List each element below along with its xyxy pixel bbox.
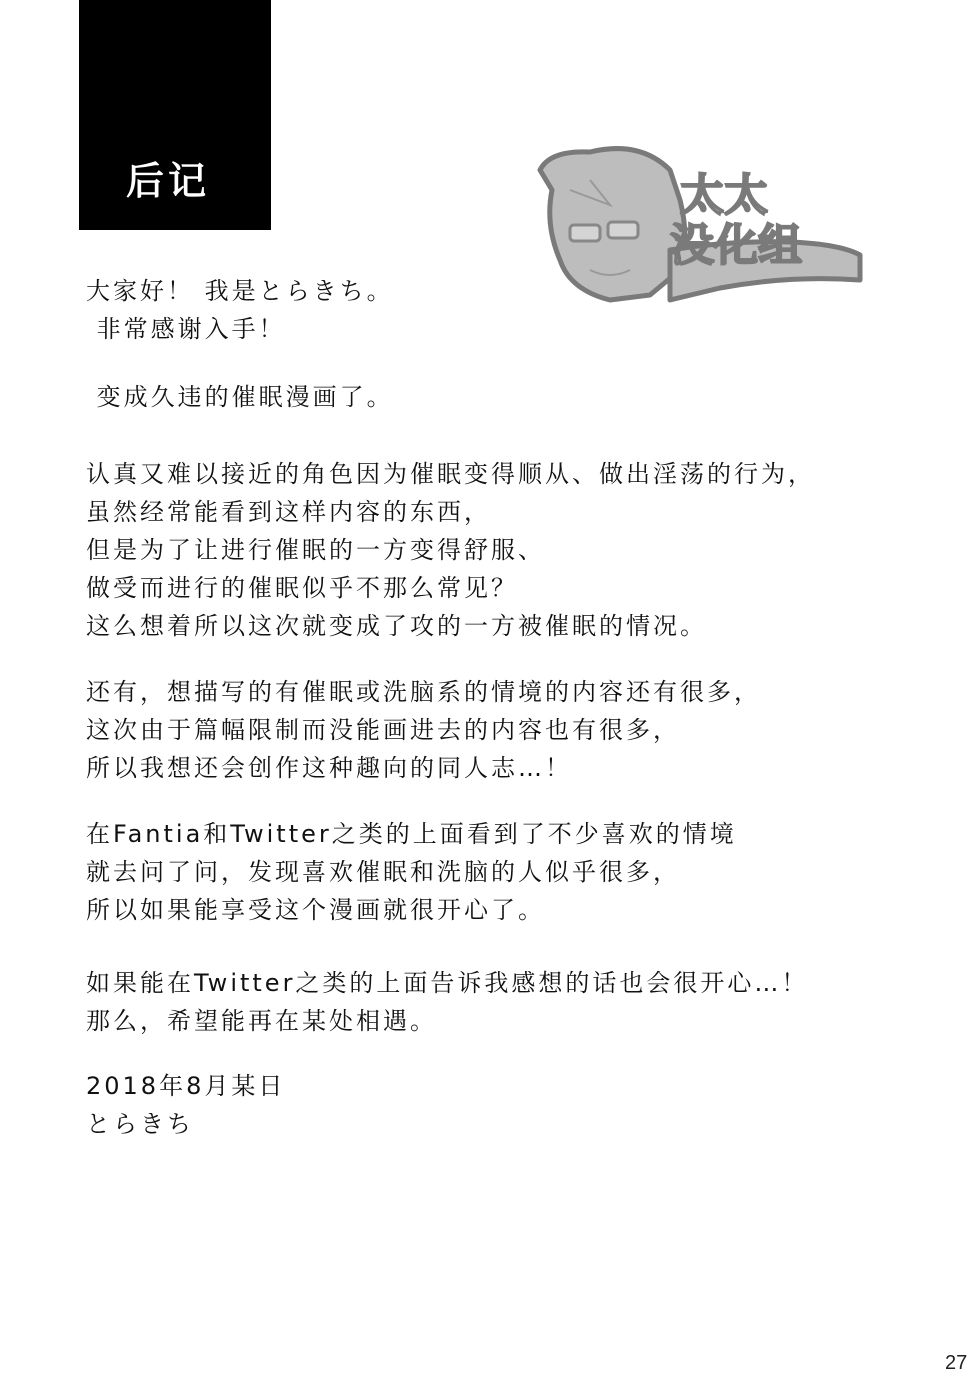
text-line: 但是为了让进行催眠的一方变得舒服、 (86, 536, 545, 564)
paragraph-closing (86, 964, 808, 1040)
text-line: 做受而进行的催眠似乎不那么常见？ (86, 574, 518, 602)
watermark-character-icon (530, 130, 870, 320)
text-line: 那么，希望能再在某处相遇。 (86, 1007, 437, 1035)
text-line: 所以如果能享受这个漫画就很开心了。 (86, 896, 545, 924)
svg-text:太太: 太太 (680, 170, 768, 221)
paragraph-intro (86, 378, 394, 416)
text-line: 还有，想描写的有催眠或洗脑系的情境的内容还有很多， (86, 678, 761, 706)
text-line: 虽然经常能看到这样内容的东西， (86, 498, 491, 526)
watermark-logo (530, 130, 870, 320)
signature-author: とらきち (86, 1110, 194, 1138)
text-line: 在Fantia和Twitter之类的上面看到了不少喜欢的情境 (86, 820, 737, 848)
page-title: 后记 (126, 158, 211, 203)
text-line: 认真又难以接近的角色因为催眠变得顺从、做出淫荡的行为， (86, 460, 815, 488)
text-line: 如果能在Twitter之类的上面告诉我感想的话也会很开心…！ (86, 969, 809, 997)
signature (86, 1067, 285, 1143)
text-line: 非常感谢入手！ (86, 315, 286, 343)
paragraph-fantia (86, 815, 737, 929)
text-line: 这么想着所以这次就变成了攻的一方被催眠的情况。 (86, 612, 707, 640)
paragraph-future (86, 673, 761, 787)
text-line: 这次由于篇幅限制而没能画进去的内容也有很多， (86, 716, 680, 744)
paragraph-concept (86, 455, 815, 645)
page-number: 27 (945, 1352, 968, 1374)
title-block (79, 0, 271, 230)
text-line: 大家好！ 我是とらきち。 (86, 277, 394, 305)
text-line: 变成久违的催眠漫画了。 (86, 383, 394, 411)
svg-text:没化组: 没化组 (670, 220, 802, 271)
signature-date: 2018年8月某日 (86, 1072, 286, 1100)
paragraph-greeting (86, 272, 394, 348)
text-line: 所以我想还会创作这种趣向的同人志…！ (86, 754, 572, 782)
text-line: 就去问了问，发现喜欢催眠和洗脑的人似乎很多， (86, 858, 680, 886)
